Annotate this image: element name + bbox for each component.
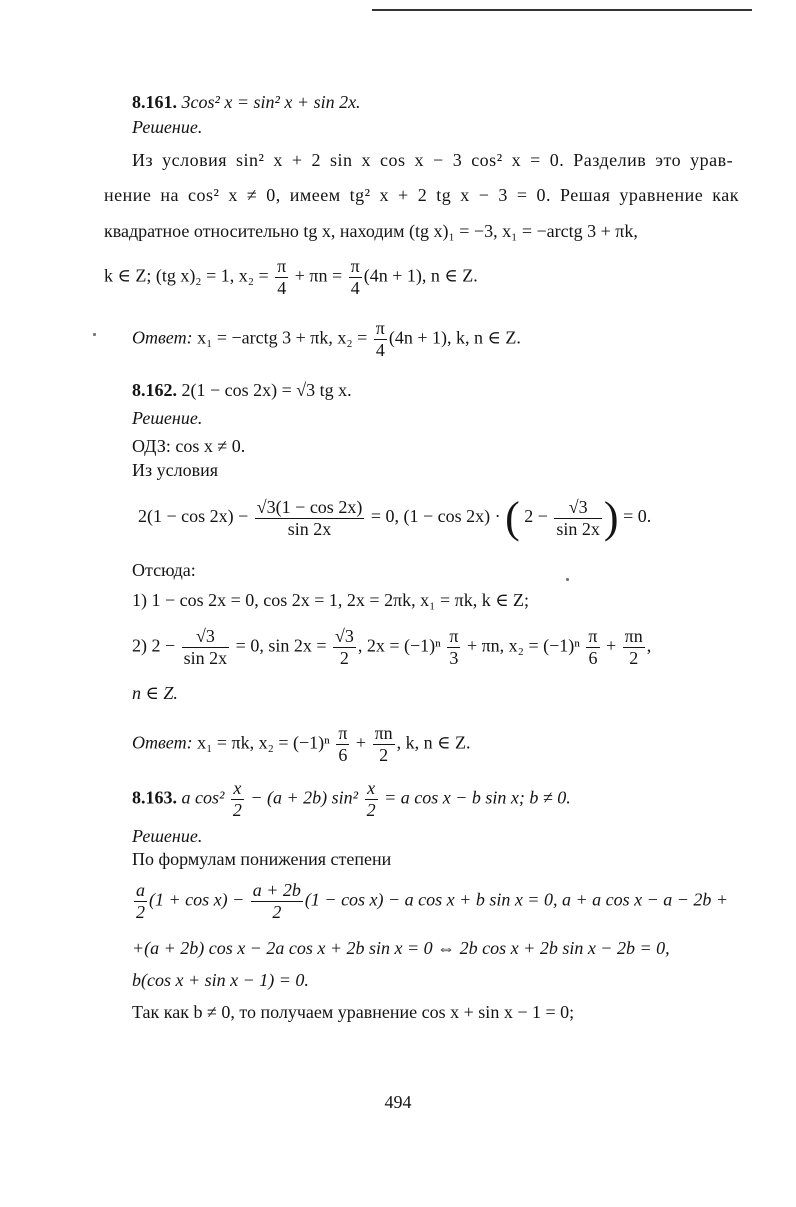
fraction	[134, 880, 147, 922]
formula-line	[138, 493, 652, 542]
denominator: sin 2x	[556, 518, 600, 539]
numerator: √3	[334, 626, 354, 646]
numerator: π	[588, 626, 598, 646]
denominator: 2	[232, 799, 242, 820]
denominator: 4	[350, 277, 360, 298]
solution-label: Решение.	[132, 408, 203, 428]
formula-part: +	[351, 732, 371, 753]
formula-part: a cos²	[181, 787, 229, 808]
fraction	[336, 723, 349, 765]
numerator: √3	[554, 497, 602, 519]
left-paren: (	[505, 493, 520, 542]
formula-line: +(a + 2b) cos x − 2a cos x + 2b sin x = 0 ⇔ 2b cos x + 2b sin x − 2b = 0,	[132, 938, 670, 958]
text-line: n ∈ Z.	[132, 683, 178, 703]
formula-part: = 0, (1 − cos 2x) ·	[366, 506, 506, 527]
numerator: x	[365, 778, 378, 800]
solution-label: Решение.	[132, 826, 203, 846]
fraction	[251, 880, 303, 922]
fraction	[365, 778, 378, 820]
denominator: 3	[449, 647, 459, 668]
formula-part: (1 − cos x) − a cos x + b sin x = 0, a + a cos x − a − 2b +	[304, 889, 729, 910]
fraction	[374, 318, 387, 360]
denominator: 4	[375, 339, 385, 360]
fraction	[349, 256, 362, 298]
formula-part: + πn =	[290, 265, 347, 286]
denominator: sin 2x	[287, 518, 332, 539]
numerator: π	[350, 256, 360, 276]
right-paren: )	[603, 493, 619, 542]
fraction	[333, 626, 356, 668]
denominator: 4	[277, 277, 287, 298]
formula-part: x₁ = −arctg 3 + πk, x₂ =	[192, 327, 372, 348]
denominator: 6	[588, 647, 598, 668]
fraction	[447, 626, 460, 668]
denominator: 2	[136, 901, 145, 922]
text-line: нение на cos² x ≠ 0, имеем tg² x + 2 tg x − 3 = 0. Решая уравнение как	[104, 185, 739, 205]
text-line: Отсюда:	[132, 560, 196, 580]
answer-line	[132, 318, 521, 360]
odz-line: ОДЗ: cos x ≠ 0.	[132, 436, 246, 456]
answer-label: Ответ:	[132, 327, 193, 348]
problem-8-162-heading	[132, 380, 352, 401]
problem-number: 8.161.	[132, 92, 177, 112]
case-2-line	[132, 626, 651, 668]
text-line: Из условия sin² x + 2 sin x cos x − 3 cos² x = 0. Разделив это урав-	[132, 150, 734, 170]
solution-label: Решение.	[132, 117, 203, 137]
case-1-line: 1) 1 − cos 2x = 0, cos 2x = 1, 2x = 2πk, x₁ = πk, k ∈ Z;	[132, 590, 530, 610]
fraction	[255, 497, 365, 539]
denominator: 6	[338, 744, 348, 765]
denominator: 2	[366, 799, 376, 820]
fraction	[182, 626, 230, 668]
answer-label: Ответ:	[132, 732, 193, 753]
text-line: По формулам понижения степени	[132, 849, 392, 869]
numerator: π	[375, 318, 385, 338]
numerator: a	[136, 880, 145, 900]
formula-part: − (a + 2b) sin²	[245, 787, 363, 808]
formula-part: + πn, x₂ = (−1)ⁿ	[462, 635, 585, 656]
top-rule	[372, 9, 752, 11]
numerator: πn	[374, 723, 393, 743]
problem-number: 8.163.	[132, 787, 177, 808]
numerator: √3(1 − cos 2x)	[256, 496, 363, 517]
text-line: квадратное относительно tg x, находим (tg x)₁ = −3, x₁ = −arctg 3 + πk,	[104, 221, 638, 241]
formula-part: = a cos x − b sin x; b ≠ 0.	[379, 787, 571, 808]
denominator: 2	[339, 647, 349, 668]
formula-part: k ∈ Z; (tg x)₂ = 1, x₂ =	[104, 265, 274, 286]
formula-part: +	[601, 635, 621, 656]
problem-8-163-heading	[132, 778, 571, 820]
formula-part: , k, n ∈ Z.	[396, 732, 471, 753]
text-line: Из условия	[132, 460, 218, 480]
formula-part: (4n + 1), k, n ∈ Z.	[388, 327, 521, 348]
problem-8-161-heading	[132, 92, 361, 113]
formula-line	[132, 880, 728, 922]
formula-part: x₁ = πk, x₂ = (−1)ⁿ	[192, 732, 335, 753]
formula-line	[104, 256, 478, 298]
numerator: x	[231, 778, 244, 800]
text-line: Так как b ≠ 0, то получаем уравнение cos x + sin x − 1 = 0;	[132, 1002, 575, 1022]
problem-number: 8.162.	[132, 380, 177, 400]
formula-part: (4n + 1), n ∈ Z.	[363, 265, 478, 286]
denominator: 2	[379, 744, 389, 765]
formula-part: 2(1 − cos 2x) −	[138, 506, 253, 527]
formula-part: = 0, sin 2x =	[231, 635, 331, 656]
fraction	[231, 778, 244, 820]
fraction	[586, 626, 599, 668]
page-number: 494	[384, 1092, 412, 1112]
formula-part: ,	[646, 635, 652, 656]
problem-equation: 2(1 − cos 2x) = √3 tg x.	[181, 380, 352, 400]
formula-part: 2) 2 −	[132, 635, 180, 656]
fraction	[373, 723, 395, 765]
numerator: π	[449, 626, 459, 646]
numerator: πn	[624, 626, 643, 646]
scan-speck	[566, 578, 569, 581]
fraction	[275, 256, 288, 298]
denominator: 2	[272, 901, 282, 922]
formula-part: 2 −	[519, 506, 553, 527]
numerator: a + 2b	[252, 880, 301, 900]
numerator: √3	[182, 626, 230, 648]
answer-line	[132, 723, 470, 765]
formula-part: , 2x = (−1)ⁿ	[357, 635, 446, 656]
formula-part: = 0.	[618, 506, 652, 527]
denominator: 2	[629, 647, 639, 668]
problem-equation: 3cos² x = sin² x + sin 2x.	[181, 92, 361, 112]
formula-part: (1 + cos x) −	[149, 889, 249, 910]
denominator: sin 2x	[183, 647, 228, 668]
formula-line: b(cos x + sin x − 1) = 0.	[132, 970, 309, 990]
fraction	[623, 626, 645, 668]
scan-speck	[93, 333, 96, 336]
fraction	[554, 497, 602, 539]
numerator: π	[277, 256, 287, 276]
numerator: π	[338, 723, 348, 743]
